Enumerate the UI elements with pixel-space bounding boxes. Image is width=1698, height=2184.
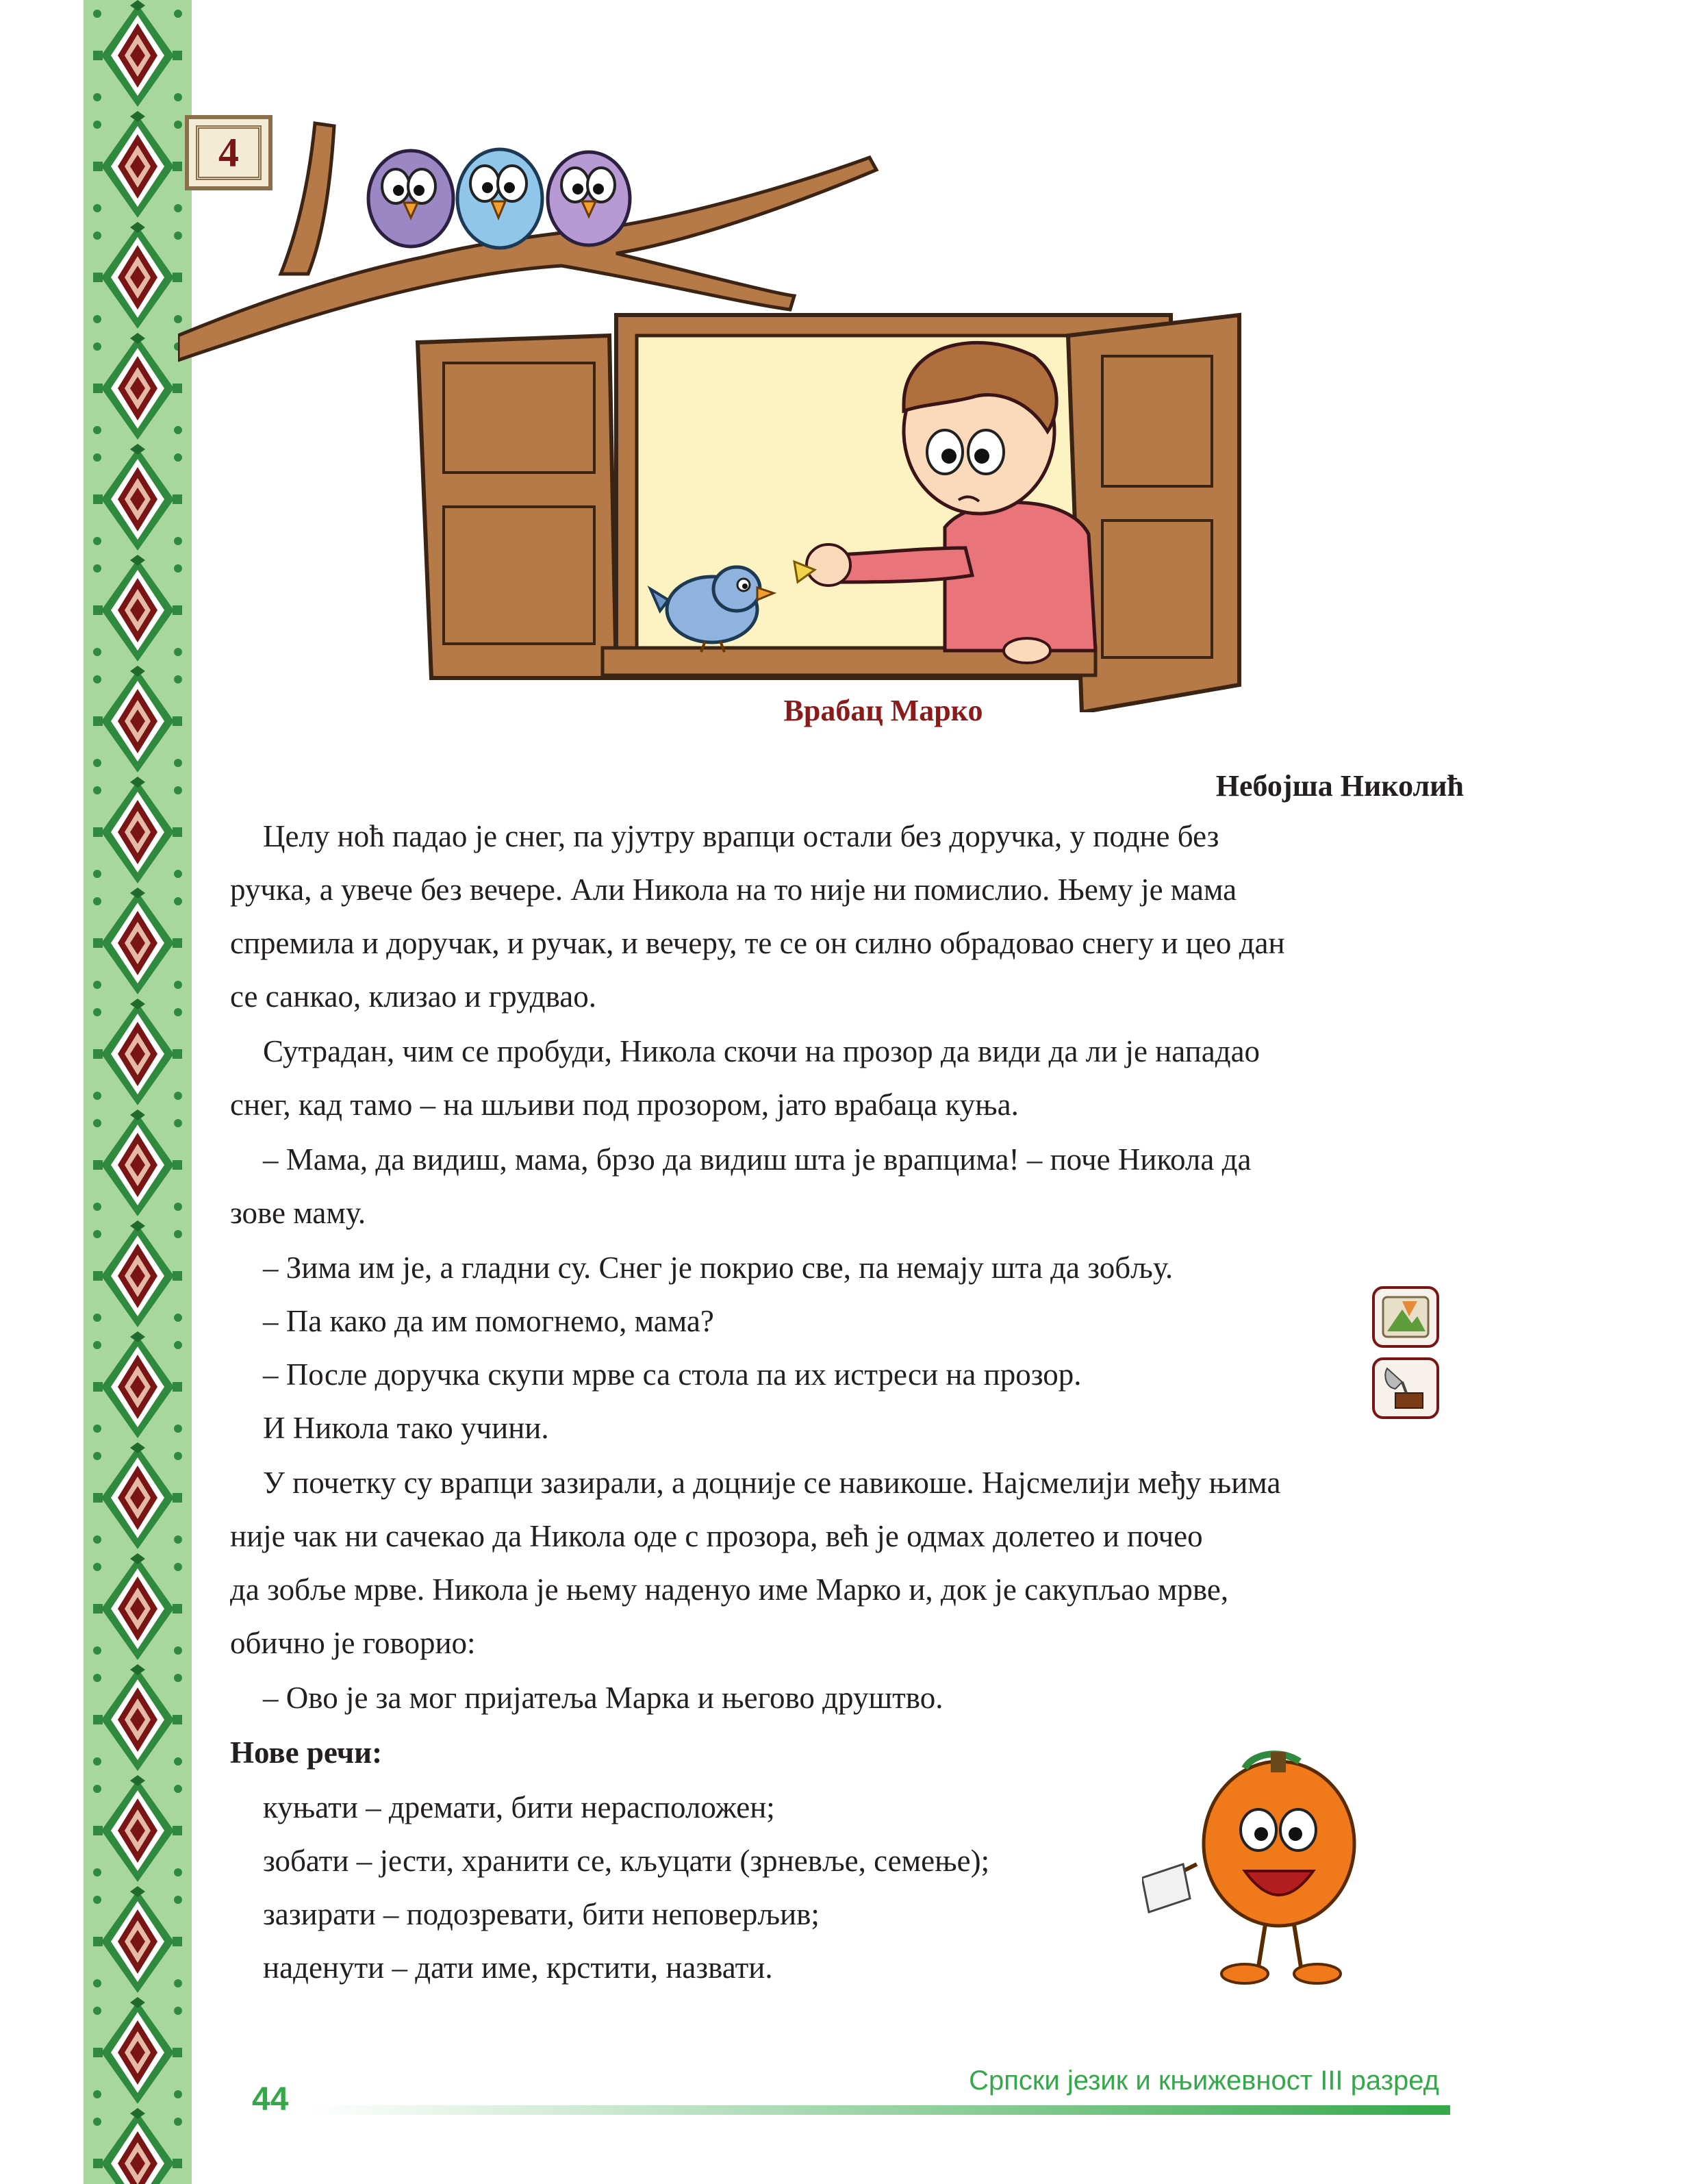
story-line: није чак ни сачекао да Никола оде с прозора, већ је одмах долетео и почео [230,1519,1203,1553]
story-line: снег, кад тамо – на шљиви под прозором, јато врабаца куња. [230,1088,1019,1122]
story-author: Небојша Николић [1215,769,1464,803]
bird-lilac [548,152,630,245]
story-line: У почетку су врапци зазирали, а доцније се навикоше. Најсмелији међу њима [263,1466,1281,1500]
new-word-item: зобати – јести, хранити се, кљуцати (зрневље, семење); [263,1844,990,1878]
new-word-item: куњати – дремати, бити нерасположен; [263,1790,775,1824]
footer-line [308,2105,1450,2115]
story-line: Целу ноћ падао је снег, па ујутру врапци остали без доручка, у подне без [263,819,1219,853]
lesson-number: 4 [196,125,262,180]
story-line: ручка, а увече без вечере. Али Никола на то није ни помислио. Њему је мама [230,873,1237,907]
audio-button[interactable] [1372,1357,1439,1419]
story-line: Сутрадан, чим се пробуди, Никола скочи на прозор да види да ли је нападао [263,1034,1260,1068]
story-line: – После доручка скупи мрве са стола па их истреси на прозор. [263,1357,1082,1392]
new-words-heading: Нове речи: [230,1735,383,1770]
story-line: обично је говорио: [230,1626,476,1660]
story-line: спремила и доручак, и ручак, и вечеру, те се он силно обрадовао снегу и цео дан [230,926,1285,960]
story-line: И Никола тако учини. [263,1411,549,1445]
bird-purple [368,151,453,247]
story-line: – Мама, да видиш, мама, брзо да видиш шта је врапцима! – поче Никола да [263,1142,1252,1177]
bird-blue [457,149,542,248]
new-word-item: наденути – дати име, крстити, назвати. [263,1950,773,1985]
page-number: 44 [252,2081,289,2118]
window [418,315,1239,712]
story-title: Врабац Марко [783,694,983,727]
story-line: зове маму. [230,1196,366,1230]
ornament-pattern [84,0,192,2184]
story-line: – Па како да им помогнемо, мама? [263,1304,714,1338]
story-illustration [178,110,1246,712]
pumpkin-mascot [1142,1748,1389,1994]
story-line: – Ово је за мог пријатеља Марка и његово друштво. [263,1681,943,1715]
picture-icon [1382,1296,1430,1338]
gramophone-icon [1382,1366,1430,1411]
story-line: – Зима им је, а гладни су. Снег је покрио све, па немају шта да зобљу. [263,1251,1174,1285]
new-word-item: зазирати – подозревати, бити неповерљив; [263,1897,820,1931]
footer-book-title: Српски језик и књижевност III разред [969,2066,1439,2096]
picture-button[interactable] [1372,1286,1439,1348]
story-line: да зобље мрве. Никола је њему наденуо име Марко и, док је сакупљао мрве, [230,1572,1229,1607]
ornament-border [84,0,192,2184]
story-line: се санкао, клизао и грудвао. [230,979,597,1014]
